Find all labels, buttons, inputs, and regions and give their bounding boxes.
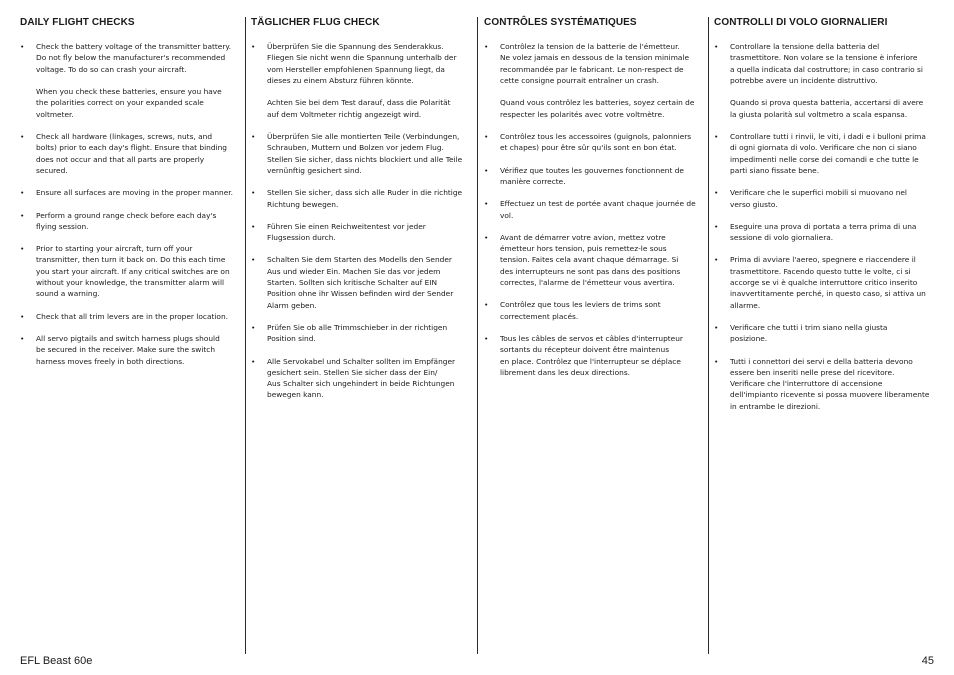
checklist-item — [484, 41, 706, 120]
bullet-icon: • — [714, 221, 719, 231]
item-text: Eseguire una prova di portata a terra prima di una sessione di volo giornaliera. — [730, 221, 917, 243]
item-text: Controllare la tensione della batteria del trasmettitore. Non volare se la tensione è inferiore a quella indicata dal costruttore; in caso contrario si potrebbe avere un incidente distruttivo. Quando si prova questa batteria, accertarsi di avere la giusta polarità sul voltmetro a scala espansa. — [730, 42, 924, 119]
item-text: Effectuez un test de portée avant chaque journée de vol. — [500, 199, 696, 220]
bullet-icon: • — [20, 188, 25, 198]
column-divider — [477, 17, 478, 654]
bullet-icon: • — [714, 255, 719, 265]
checklist-item — [251, 254, 473, 310]
bullet-icon: • — [714, 132, 719, 142]
checklist-item — [714, 187, 936, 210]
checklist — [714, 41, 936, 412]
checklist-item — [714, 356, 936, 412]
checklist-item — [714, 131, 936, 176]
checklist-item — [714, 41, 936, 120]
checklist-item — [20, 187, 242, 198]
item-text: Contrôlez tous les accessoires (guignols, palonniers et chapes) pour être sûr qu'ils sont en bon état. — [500, 132, 692, 153]
column-french — [484, 17, 706, 389]
column-italian — [714, 17, 936, 423]
checklist-item — [251, 187, 473, 210]
checklist-item — [251, 356, 473, 401]
item-text: Vérifiez que toutes les gouvernes fonctionnent de manière correcte. — [500, 165, 684, 186]
bullet-icon: • — [20, 42, 25, 51]
checklist-item — [714, 221, 936, 244]
checklist-item — [20, 243, 242, 299]
bullet-icon: • — [251, 221, 256, 231]
column-german — [251, 17, 473, 412]
checklist — [251, 41, 473, 401]
column-divider — [245, 17, 246, 654]
checklist-item — [714, 322, 936, 345]
item-text: Überprüfen Sie alle montierten Teile (Verbindungen, Schrauben, Muttern und Bolzen vor jedem Flug. Stellen Sie sicher, dass nichts blockiert und alle Teile vernünftig gesichert sind. — [267, 132, 463, 175]
checklist-item — [484, 198, 706, 221]
footer-page-number: 45 — [921, 655, 934, 667]
item-text: Check the battery voltage of the transmitter battery. Do not fly below the manufacturer's recommended voltage. To do so can crash your aircraft. When you check these batteries, ensure you have the polarities correct on your expanded scale voltmeter. — [36, 42, 232, 119]
item-text: Contrôlez que tous les leviers de trims sont correctement placés. — [500, 300, 661, 321]
section-title: TÄGLICHER FLUG CHECK — [251, 17, 380, 28]
item-text: Prior to starting your aircraft, turn off your transmitter, then turn it back on. Do this each time you start your aircraft. If any critical switches are on without your knowledge, the transmitter alarm will sound a warning. — [36, 244, 230, 299]
bullet-icon: • — [714, 322, 719, 332]
section-title: DAILY FLIGHT CHECKS — [20, 17, 135, 28]
bullet-icon: • — [484, 165, 489, 175]
item-text: Verificare che le superfici mobili si muovano nel verso giusto. — [730, 188, 907, 209]
bullet-icon: • — [251, 132, 256, 142]
bullet-icon: • — [20, 132, 25, 142]
checklist-item — [251, 131, 473, 176]
bullet-icon: • — [20, 333, 25, 343]
bullet-icon: • — [251, 356, 256, 366]
bullet-icon: • — [251, 42, 256, 51]
checklist — [20, 41, 242, 367]
item-text: Stellen Sie sicher, dass sich alle Ruder in die richtige Richtung bewegen. — [267, 188, 463, 209]
checklist-item — [251, 322, 473, 345]
bullet-icon: • — [714, 356, 719, 366]
item-text: Ensure all surfaces are moving in the proper manner. — [36, 188, 233, 198]
column-divider — [708, 17, 709, 654]
bullet-icon: • — [484, 132, 489, 142]
item-text: Führen Sie einen Reichweitentest vor jeder Flugsession durch. — [267, 221, 426, 243]
bullet-icon: • — [20, 210, 25, 220]
bullet-icon: • — [484, 199, 489, 209]
column-english — [20, 17, 242, 378]
item-text: All servo pigtails and switch harness plugs should be secured in the receiver. Make sure the switch harness moves freely in both directions. — [36, 333, 220, 366]
bullet-icon: • — [20, 311, 25, 321]
bullet-icon: • — [251, 255, 256, 265]
checklist-item — [20, 333, 242, 367]
section-title: CONTRÔLES SYSTÉMATIQUES — [484, 17, 637, 28]
item-text: Check all hardware (linkages, screws, nuts, and bolts) prior to each day's flight. Ensure that binding does not occur and that all parts are properly secured. — [36, 132, 227, 175]
checklist-item — [20, 131, 242, 176]
bullet-icon: • — [484, 232, 489, 242]
item-text: Schalten Sie dem Starten des Modells den Sender Aus und wieder Ein. Machen Sie das vor jedem Starten. Sollten sich kritische Schalter auf EIN Position ohne ihr Wissen befinden wird der Sender Alarm geben. — [267, 255, 454, 310]
bullet-icon: • — [484, 333, 489, 343]
bullet-icon: • — [714, 42, 719, 51]
bullet-icon: • — [251, 322, 256, 332]
bullet-icon: • — [484, 42, 489, 51]
checklist-item — [484, 333, 706, 378]
item-text: Überprüfen Sie die Spannung des Senderakkus. Fliegen Sie nicht wenn die Spannung unterhalb der vom Hersteller empfohlenen Spannung liegt, da dieses zu einem Absturz führen könnte. Achten Sie bei dem Test darauf, dass die Polarität auf dem Voltmeter richtig angezeigt wird. — [267, 42, 457, 119]
bullet-icon: • — [714, 188, 719, 198]
item-text: Controllare tutti i rinvii, le viti, i dadi e i bulloni prima di ogni giornata di volo. Verificare che non ci siano impedimenti nelle corse dei comandi e che tutte le parti siano fissate bene. — [730, 132, 926, 175]
checklist-item — [484, 165, 706, 188]
bullet-icon: • — [251, 188, 256, 198]
item-text: Prüfen Sie ob alle Trimmschieber in der richtigen Position sind. — [267, 322, 448, 344]
checklist-item — [251, 221, 473, 244]
item-text: Tous les câbles de servos et câbles d'interrupteur sortants du récepteur doivent être maintenus en place. Contrôlez que l'interrupteur se déplace librement dans les deux directions. — [500, 333, 683, 377]
checklist-item — [251, 41, 473, 120]
item-text: Verificare che tutti i trim siano nella giusta posizione. — [730, 322, 888, 344]
section-title: CONTROLLI DI VOLO GIORNALIERI — [714, 17, 888, 28]
item-text: Contrôlez la tension de la batterie de l'émetteur. Ne volez jamais en dessous de la tension minimale recommandée par le fabricant. Le non-respect de cette consigne pourrait entraîner un crash. Quand vous contrôlez les batteries, soyez certain de respecter les polarités avec votre voltmètre. — [500, 42, 695, 119]
checklist-item — [484, 232, 706, 288]
checklist-item — [484, 131, 706, 154]
footer-product-name: EFL Beast 60e — [20, 655, 93, 667]
checklist-item — [714, 254, 936, 310]
bullet-icon: • — [20, 244, 25, 254]
item-text: Alle Servokabel und Schalter sollten im Empfänger gesichert sein. Stellen Sie sicher dass der Ein/ Aus Schalter sich ungehindert in beide Richtungen bewegen kann. — [267, 356, 456, 400]
item-text: Check that all trim levers are in the proper location. — [36, 311, 228, 321]
item-text: Prima di avviare l'aereo, spegnere e riaccendere il trasmettitore. Facendo questo tutte le volte, ci si accorge se vi è qualche interruttore critico inserito inavvertitamente perché, in questo caso, si attiva un allarme. — [730, 255, 926, 310]
checklist-item — [20, 311, 242, 322]
checklist-item — [20, 210, 242, 233]
item-text: Avant de démarrer votre avion, mettez votre émetteur hors tension, puis remettez-le sous tension. Faites cela avant chaque démarrage. Si des interrupteurs ne sont pas dans des positions correctes, l'alarme de l'émetteur vous avertira. — [500, 232, 681, 288]
checklist — [484, 41, 706, 378]
item-text: Tutti i connettori dei servi e della batteria devono essere ben inseriti nelle prese del ricevitore. Verificare che l'interruttore di accensione dell'impianto ricevente si possa muovere liberamente in entrambe le direzioni. — [730, 356, 930, 411]
checklist-item — [20, 41, 242, 120]
checklist-item — [484, 299, 706, 322]
bullet-icon: • — [484, 300, 489, 310]
item-text: Perform a ground range check before each day's flying session. — [36, 210, 217, 231]
